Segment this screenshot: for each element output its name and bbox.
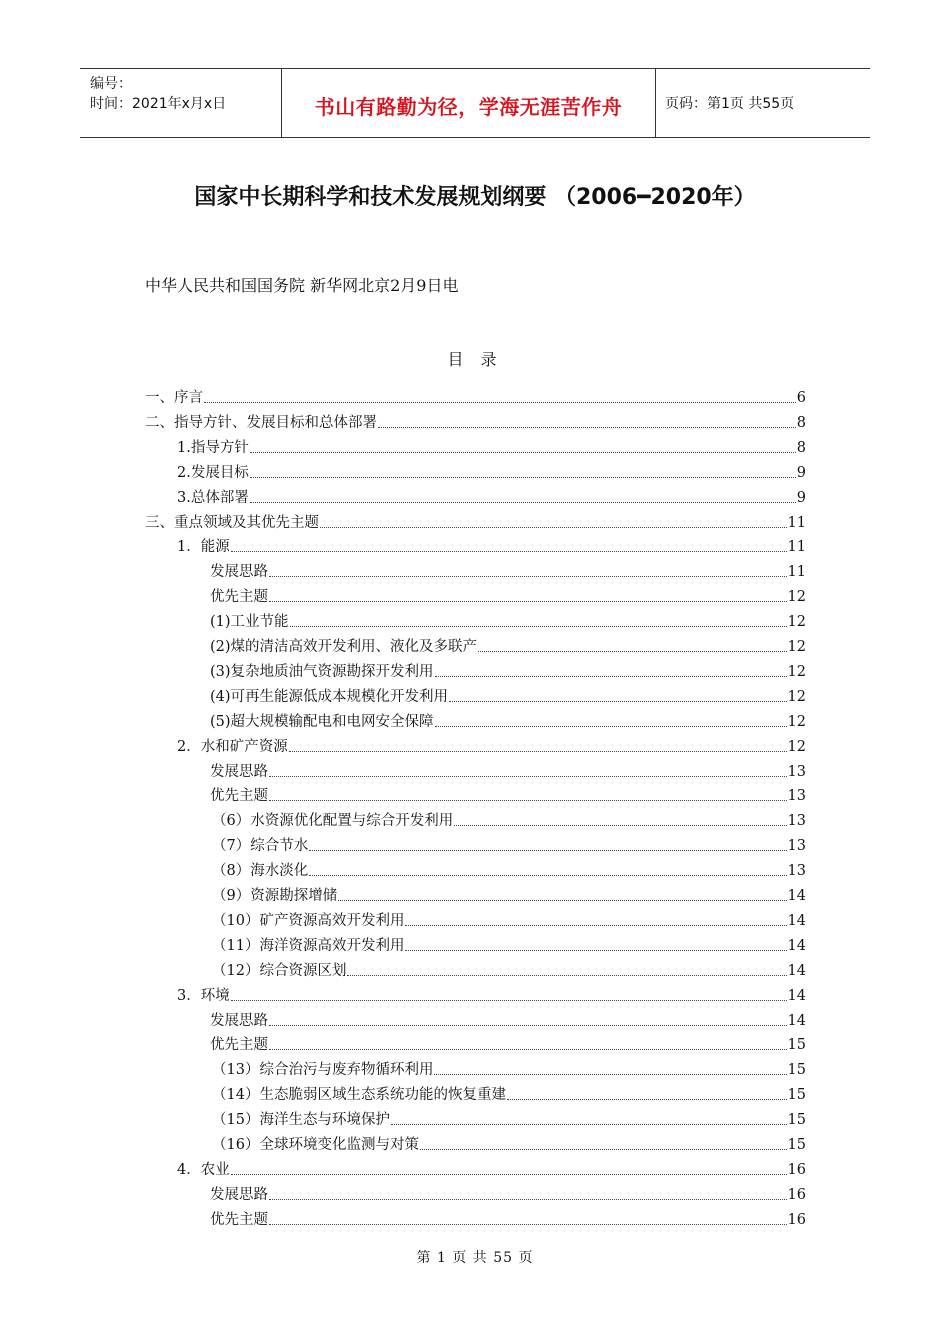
toc-entry-label: （13）综合治污与废弃物循环利用 (212, 1062, 434, 1079)
toc-dot-leader (320, 527, 787, 528)
toc-entry[interactable] (212, 932, 806, 956)
toc-entry[interactable] (145, 384, 806, 408)
toc-entry-page: 13 (787, 838, 806, 855)
toc-entry[interactable] (210, 1181, 806, 1205)
toc-dot-leader (231, 1000, 787, 1001)
toc-dot-leader (434, 1074, 786, 1075)
toc-entry-page: 6 (796, 390, 806, 406)
toc-dot-leader (347, 975, 786, 976)
toc-entry-page: 13 (787, 763, 806, 780)
toc-entry[interactable] (212, 857, 806, 881)
toc-entry[interactable] (212, 832, 806, 856)
toc-title: 目 录 (447, 350, 503, 369)
toc-entry[interactable] (210, 608, 806, 632)
toc-dot-leader (378, 427, 796, 428)
toc-entry[interactable] (210, 633, 806, 657)
toc-entry-page: 9 (796, 464, 806, 481)
toc-entry[interactable] (210, 1031, 806, 1055)
toc-dot-leader (435, 676, 787, 677)
toc-entry[interactable] (177, 533, 806, 557)
toc-entry-label: (5)超大规模输配电和电网安全保障 (210, 713, 434, 730)
toc-entry-label: (3)复杂地质油气资源勘探开发利用 (210, 663, 434, 680)
toc-entry-label: （12）综合资源区划 (212, 962, 347, 979)
toc-entry-page: 12 (787, 639, 806, 655)
toc-entry[interactable] (212, 907, 806, 931)
header-motto: 书山有路勤为径，学海无涯苦作舟 (314, 95, 623, 119)
toc-entry-page: 15 (787, 1087, 806, 1104)
toc-dot-leader (269, 776, 787, 777)
toc-entry-page: 11 (787, 539, 806, 556)
toc-entry[interactable] (210, 1007, 806, 1031)
toc-dot-leader (420, 1149, 787, 1150)
header-page-cell (655, 69, 870, 137)
toc-dot-leader (435, 726, 787, 727)
toc-entry-page: 15 (787, 1062, 806, 1079)
toc-entry[interactable] (210, 558, 806, 582)
toc-entry-label: (1)工业节能 (210, 614, 289, 631)
toc-entry[interactable] (212, 1106, 806, 1130)
toc-entry[interactable] (177, 484, 806, 508)
toc-entry-page: 12 (787, 688, 806, 705)
toc-entry-label: （7）综合节水 (212, 838, 309, 855)
toc-entry[interactable] (210, 658, 806, 682)
toc-entry-page: 12 (787, 663, 806, 680)
toc-entry-page: 11 (787, 514, 806, 531)
toc-dot-leader (309, 875, 786, 876)
toc-dot-leader (269, 800, 787, 801)
toc-entry-page: 15 (787, 1137, 806, 1153)
header-page-info: 页码：第1页 共55页 (665, 96, 795, 112)
toc-dot-leader (507, 1099, 787, 1100)
toc-dot-leader (405, 950, 786, 951)
toc-dot-leader (231, 551, 787, 552)
toc-entry[interactable] (177, 1156, 806, 1180)
toc-dot-leader (269, 1025, 787, 1026)
toc-entry-label: （6）水资源优化配置与综合开发利用 (212, 813, 454, 830)
toc-entry[interactable] (212, 1081, 806, 1105)
toc-entry-label: （15）海洋生态与环境保护 (212, 1112, 390, 1129)
toc-entry[interactable] (177, 459, 806, 483)
toc-entry-label: 二、指导方针、发展目标和总体部署 (145, 414, 377, 431)
toc-entry-page: 9 (796, 489, 806, 506)
toc-entry-page: 15 (787, 1037, 806, 1054)
toc-entry-page: 12 (787, 738, 806, 755)
page-footer: 第 1 页 共 55 页 (416, 1250, 534, 1266)
toc-entry-page: 14 (787, 937, 806, 954)
toc-entry[interactable] (210, 782, 806, 806)
toc-entry-label: （14）生态脆弱区域生态系统功能的恢复重建 (212, 1087, 506, 1104)
toc-entry-page: 14 (787, 888, 806, 904)
toc-entry[interactable] (210, 583, 806, 607)
toc-entry[interactable] (212, 807, 806, 831)
toc-dot-leader (231, 1174, 787, 1175)
toc-entry-label: 4．农业 (177, 1161, 230, 1178)
toc-dot-leader (269, 601, 787, 602)
toc-dot-leader (309, 850, 786, 851)
toc-entry-page: 16 (787, 1211, 806, 1228)
toc-entry-label: 3.总体部署 (177, 489, 249, 506)
toc-entry[interactable] (177, 434, 806, 458)
toc-entry-label: 1．能源 (177, 539, 230, 556)
toc-entry-label: （11）海洋资源高效开发利用 (212, 937, 405, 954)
toc-entry[interactable] (145, 409, 806, 433)
toc-entry-label: 三、重点领域及其优先主题 (145, 514, 319, 531)
toc-entry-page: 16 (787, 1186, 806, 1203)
toc-entry[interactable] (212, 957, 806, 981)
toc-entry-page: 12 (787, 713, 806, 730)
toc-entry-page: 14 (787, 1012, 806, 1029)
toc-entry-label: （16）全球环境变化监测与对策 (212, 1137, 419, 1153)
toc-dot-leader (289, 751, 787, 752)
toc-entry[interactable] (210, 758, 806, 782)
toc-entry[interactable] (145, 509, 806, 533)
toc-entry-label: 3．环境 (177, 987, 230, 1004)
toc-entry[interactable] (210, 708, 806, 732)
document-header (80, 68, 870, 138)
toc-entry-label: 发展思路 (210, 1186, 268, 1203)
toc-dot-leader (269, 1224, 787, 1225)
toc-entry-label: 发展思路 (210, 1012, 268, 1029)
toc-dot-leader (290, 626, 787, 627)
toc-dot-leader (338, 900, 786, 901)
toc-entry-label: (2)煤的清洁高效开发利用、液化及多联产 (210, 639, 478, 655)
byline: 中华人民共和国国务院 新华网北京2月9日电 (145, 276, 459, 295)
toc-dot-leader (269, 1199, 787, 1200)
header-meta-cell (80, 69, 280, 137)
toc-entry-page: 16 (787, 1161, 806, 1178)
toc-dot-leader (478, 651, 787, 652)
toc-dot-leader (269, 576, 787, 577)
toc-dot-leader (250, 477, 796, 478)
toc-entry[interactable] (177, 982, 806, 1006)
toc-entry-label: 一、序言 (145, 390, 203, 406)
toc-entry-page: 14 (787, 987, 806, 1004)
toc-dot-leader (449, 701, 787, 702)
toc-entry-label: 1.指导方针 (177, 439, 249, 456)
serial-label: 编号： (90, 76, 132, 92)
time-label: 时间：2021年x月x日 (90, 96, 227, 112)
toc-entry-page: 15 (787, 1112, 806, 1129)
toc-entry-label: 2．水和矿产资源 (177, 738, 288, 755)
toc-entry-label: 2.发展目标 (177, 464, 249, 481)
toc-entry-label: 优先主题 (210, 1037, 268, 1054)
toc-entry-page: 13 (787, 813, 806, 830)
toc-entry-label: 优先主题 (210, 589, 268, 606)
toc-dot-leader (269, 1049, 787, 1050)
toc-entry-label: （10）矿产资源高效开发利用 (212, 912, 405, 929)
document-title: 国家中长期科学和技术发展规划纲要 （2006━2020年） (194, 185, 756, 210)
toc-entry[interactable] (177, 733, 806, 757)
toc-entry[interactable] (212, 1131, 806, 1155)
toc-entry-page: 14 (787, 912, 806, 929)
toc-entry-label: 发展思路 (210, 763, 268, 780)
toc-entry-label: 优先主题 (210, 788, 268, 805)
header-motto-cell (281, 69, 656, 137)
toc-entry-page: 14 (787, 962, 806, 979)
toc-dot-leader (250, 502, 796, 503)
toc-dot-leader (250, 452, 796, 453)
toc-entry-page: 11 (787, 564, 806, 581)
toc-entry-label: (4)可再生能源低成本规模化开发利用 (210, 688, 449, 705)
toc-dot-leader (454, 825, 786, 826)
toc-entry[interactable] (212, 1056, 806, 1080)
toc-dot-leader (204, 402, 796, 403)
toc-dot-leader (391, 1124, 787, 1125)
toc-entry-page: 8 (796, 414, 806, 431)
toc-entry-label: （8）海水淡化 (212, 863, 309, 880)
toc-entry[interactable] (210, 1206, 806, 1230)
toc-entry-label: （9）资源勘探增储 (212, 888, 338, 904)
toc-entry[interactable] (212, 882, 806, 906)
toc-entry-page: 8 (796, 439, 806, 456)
toc-entry-page: 12 (787, 589, 806, 606)
toc-entry[interactable] (210, 683, 806, 707)
toc-entry-label: 发展思路 (210, 564, 268, 581)
toc-entry-page: 12 (787, 614, 806, 631)
toc-entry-label: 优先主题 (210, 1211, 268, 1228)
toc-dot-leader (405, 925, 786, 926)
toc-entry-page: 13 (787, 788, 806, 805)
toc-entry-page: 13 (787, 863, 806, 880)
